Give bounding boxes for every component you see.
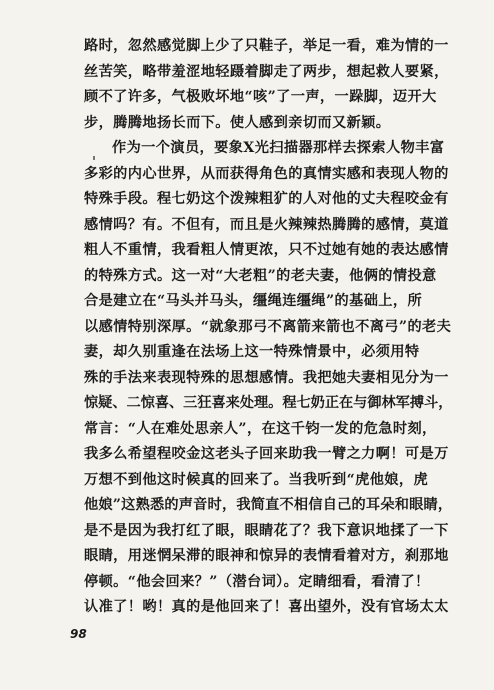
text-line: 顾不了许多，气极败坏地“咳”了一声，一跺脚，迈开大 (84, 89, 437, 105)
text-line: 惊疑、二惊喜、三狂喜来处理。程七奶正在与御林军搏斗， (84, 395, 452, 411)
text-line: 常言：“人在难处思亲人”，在这千钧一发的危急时刻， (84, 420, 437, 437)
text-line: 停顿。“他会回来？”（潜台词）。定睛细看，看清了！ (84, 573, 430, 590)
text-line: 万想不到他这时候真的回来了。当我听到“虎他娘，虎 (84, 471, 429, 488)
page-number: 98 (70, 627, 87, 641)
text-line: 妻，却久别重逢在法场上这一特殊情景中，必须用特 (84, 344, 420, 360)
text-line: 粗人不重情，我看粗人情更浓，只不过她有她的表达感情 (84, 242, 449, 258)
text-line: 合是建立在“马头并马头，缰绳连缰绳”的基础上，所 (84, 293, 423, 309)
text-line: 多彩的内心世界，从而获得角色的真情实感和表现人物的 (84, 165, 449, 182)
body-text (84, 34, 452, 621)
text-line: 我多么希望程咬金这老头子回来助我一臂之力啊！可是万 (84, 446, 449, 462)
text-line: 路时，忽然感觉脚上少了只鞋子，举足一看，难为情的一 (84, 38, 449, 54)
text-line: 特殊手段。程七奶这个泼辣粗犷的人对他的丈夫程咬金有 (84, 191, 449, 207)
text-line: 他娘”这熟悉的声音时，我简直不相信自己的耳朵和眼睛， (84, 497, 452, 513)
text-line: 是不是因为我打红了眼，眼睛花了？我下意识地揉了一下 (84, 522, 449, 539)
text-line: 殊的手法来表现特殊的思想感情。我把她夫妻相见分为一 (84, 369, 449, 386)
text-line: 眼睛，用迷惘呆滞的眼神和惊异的表情看着对方，刹那地 (84, 548, 449, 564)
paragraph-first-line: 作为一个演员，要象X光扫描器那样去探索人物丰富 (112, 140, 445, 156)
text-line: 步，腾腾地扬长而下。使人感到亲切而又新颖。 (84, 114, 391, 131)
text-line: 以感情特别深厚。“就象那弓不离箭来箭也不离弓”的老夫 (84, 318, 452, 335)
text-line: 感情吗？有。不但有，而且是火辣辣热腾腾的感情，莫道 (84, 216, 449, 233)
text-line: 的特殊方式。这一对“大老粗”的老夫妻，他俩的情投意 (84, 267, 437, 284)
text-line: 丝苦笑，略带羞涩地轻蹑着脚走了两步，想起救人要紧， (84, 63, 449, 80)
text-line: 认准了！哟！真的是他回来了！喜出望外，没有官场太太 (84, 599, 449, 615)
